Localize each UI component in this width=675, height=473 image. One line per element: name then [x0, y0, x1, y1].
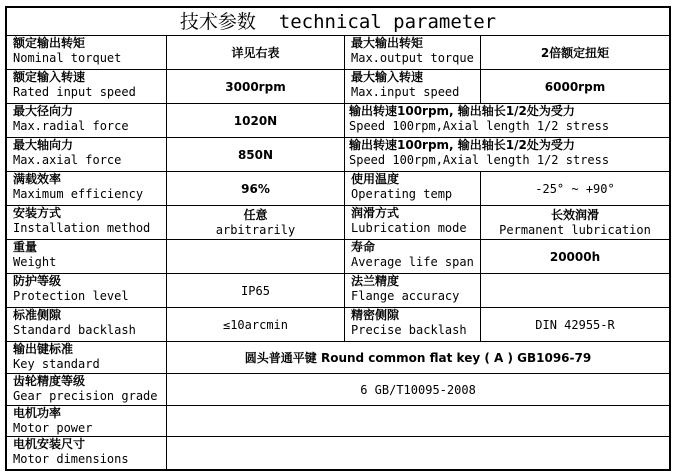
- param-label: 额定输入转速 Rated input speed: [7, 70, 167, 103]
- table-row: [7, 342, 669, 374]
- param-value: [167, 240, 345, 273]
- param-label: 最大输出转矩 Max.output torque: [345, 36, 481, 69]
- param-label: 电机安装尺寸 Motor dimensions: [7, 437, 167, 469]
- parameter-table: [5, 6, 671, 471]
- table-row: [7, 70, 669, 104]
- param-value: 850N: [167, 138, 345, 171]
- param-label: 满载效率 Maximum efficiency: [7, 172, 167, 205]
- table-row: [7, 374, 669, 406]
- param-value: [167, 406, 669, 436]
- param-note: 输出转速100rpm, 输出轴长1/2处为受力 Speed 100rpm,Axial length 1/2 stress: [349, 104, 610, 133]
- table-row: [7, 36, 669, 70]
- param-value: 2倍额定扭矩: [540, 46, 610, 60]
- param-value: 任意 arbitrarily: [167, 206, 345, 239]
- param-label: 防护等级 Protection level: [7, 274, 167, 307]
- param-value: DIN 42955-R: [535, 317, 615, 332]
- param-value: 20000h: [549, 249, 601, 264]
- param-label: 最大输入转速 Max.input speed: [345, 70, 481, 103]
- param-value: 长效润滑 Permanent lubrication: [499, 207, 651, 237]
- param-label: 标准侧隙 Standard backlash: [7, 308, 167, 341]
- param-value: 96%: [167, 172, 345, 205]
- param-label: 电机功率 Motor power: [7, 406, 167, 436]
- param-value: -25° ~ +90°: [535, 181, 615, 196]
- param-label: 安装方式 Installation method: [7, 206, 167, 239]
- table-title: 技术参数 technical parameter: [7, 8, 669, 36]
- param-label: 润滑方式 Lubrication mode: [345, 206, 481, 239]
- param-value: IP65: [167, 274, 345, 307]
- param-value: [481, 274, 669, 307]
- table-row: [7, 206, 669, 240]
- param-label: 输出键标准 Key standard: [7, 342, 167, 373]
- param-value: 圆头普通平键 Round common flat key ( A ) GB1096-79: [244, 351, 592, 365]
- param-label: 重量 Weight: [7, 240, 167, 273]
- table-row: [7, 172, 669, 206]
- table-row: [7, 274, 669, 308]
- param-label: 法兰精度 Flange accuracy: [345, 274, 481, 307]
- param-label: 最大径向力 Max.radial force: [7, 104, 167, 137]
- table-row: [7, 138, 669, 172]
- param-value: ≤10arcmin: [167, 308, 345, 341]
- param-note: 输出转速100rpm, 输出轴长1/2处为受力 Speed 100rpm,Axial length 1/2 stress: [349, 138, 610, 167]
- param-label: 精密侧隙 Precise backlash: [345, 308, 481, 341]
- param-label: 使用温度 Operating temp: [345, 172, 481, 205]
- table-row: [7, 308, 669, 342]
- param-label: 额定输出转矩 Nominal torquet: [7, 36, 167, 69]
- table-row: [7, 104, 669, 138]
- param-value: 6000rpm: [544, 79, 606, 94]
- param-value: [167, 437, 669, 469]
- table-row: [7, 406, 669, 437]
- param-label: 最大轴向力 Max.axial force: [7, 138, 167, 171]
- param-value: 1020N: [167, 104, 345, 137]
- param-value: 3000rpm: [167, 70, 345, 103]
- param-label: 齿轮精度等级 Gear precision grade: [7, 374, 167, 405]
- param-label: 寿命 Average life span: [345, 240, 481, 273]
- table-row: [7, 240, 669, 274]
- table-row: [7, 437, 669, 469]
- param-value: 详见右表: [167, 36, 345, 69]
- param-value: 6 GB/T10095-2008: [360, 382, 476, 397]
